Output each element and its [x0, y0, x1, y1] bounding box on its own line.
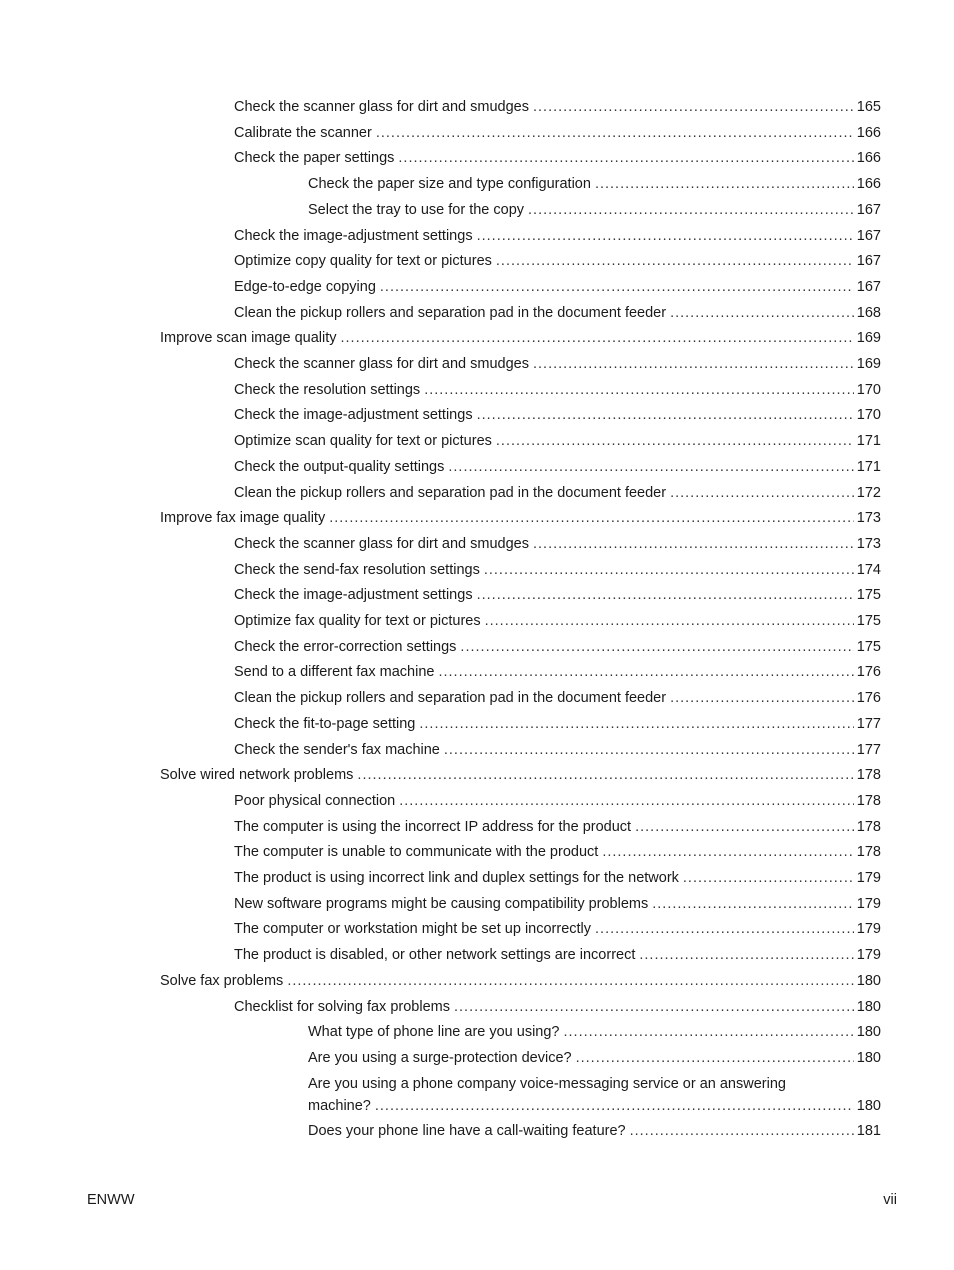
toc-entry-title: Check the scanner glass for dirt and smudges	[234, 99, 529, 115]
toc-dot-leader	[496, 250, 854, 272]
toc-entry[interactable]	[234, 867, 881, 889]
toc-dot-leader	[652, 893, 854, 915]
toc-dot-leader	[630, 1120, 854, 1142]
toc-entry-title: Check the resolution settings	[234, 381, 421, 398]
toc-entry-title: Poor physical connection	[234, 792, 396, 809]
toc-dot-leader	[533, 353, 854, 375]
toc-dot-leader	[670, 687, 854, 709]
toc-entry-page: 178	[856, 818, 881, 835]
toc-entry-page: 175	[856, 587, 881, 604]
toc-dot-leader	[564, 1021, 854, 1043]
toc-dot-leader	[454, 996, 854, 1018]
toc-dot-leader	[683, 867, 854, 889]
toc-entry[interactable]	[234, 559, 881, 581]
toc-entry-title: What type of phone line are you using?	[308, 1024, 560, 1041]
toc-entry-page: 166	[856, 124, 881, 141]
toc-dot-leader	[357, 764, 853, 786]
toc-dot-leader	[533, 533, 854, 555]
toc-entry[interactable]	[234, 996, 881, 1018]
toc-dot-leader	[602, 841, 853, 863]
toc-entry-title: Are you using a phone company voice-messaging service or an answering	[308, 1075, 786, 1092]
toc-entry[interactable]	[160, 764, 881, 786]
toc-entry-page: 177	[856, 741, 881, 758]
toc-entry-title: Check the scanner glass for dirt and smudges	[234, 535, 529, 552]
toc-entry-title: Send to a different fax machine	[234, 664, 435, 681]
toc-dot-leader	[438, 661, 853, 683]
toc-entry[interactable]	[308, 1021, 881, 1043]
toc-entry-title: Check the paper settings	[234, 150, 395, 167]
toc-entry[interactable]	[234, 96, 881, 118]
toc-entry[interactable]	[308, 173, 881, 195]
toc-dot-leader	[477, 404, 854, 426]
toc-entry[interactable]	[308, 199, 881, 221]
toc-entry-page: 167	[856, 201, 881, 218]
toc-entry-title: The computer is using the incorrect IP address for the product	[234, 818, 632, 835]
toc-entry-page: 167	[856, 253, 881, 270]
toc-entry-title: Checklist for solving fax problems	[234, 998, 450, 1015]
toc-entry-page: 179	[856, 895, 881, 912]
toc-dot-leader	[670, 302, 854, 324]
toc-entry-page: 166	[856, 150, 881, 167]
toc-entry-page: 178	[856, 844, 881, 861]
toc-entry-title: Check the error-correction settings	[234, 638, 457, 655]
toc-entry-title: Check the output-quality settings	[234, 458, 445, 475]
toc-entry-page: 171	[856, 458, 881, 475]
toc-dot-leader	[670, 482, 854, 504]
footer-page-number: vii	[883, 1192, 897, 1208]
toc-entry-page: 178	[856, 792, 881, 809]
toc-entry[interactable]	[234, 739, 881, 761]
toc-entry-title: Select the tray to use for the copy	[308, 201, 525, 218]
toc-dot-leader	[399, 790, 854, 812]
toc-entry-title: New software programs might be causing compatibility problems	[234, 895, 649, 912]
toc-dot-leader	[533, 96, 854, 118]
toc-entry[interactable]	[234, 687, 881, 709]
toc-dot-leader	[528, 199, 854, 221]
toc-entry-title: Check the sender's fax machine	[234, 741, 440, 758]
toc-entry[interactable]	[234, 250, 881, 272]
toc-dot-leader	[576, 1047, 854, 1069]
toc-entry-page: 168	[856, 304, 881, 321]
toc-entry-title-continued: machine?	[308, 1097, 371, 1114]
footer-left: ENWW	[87, 1192, 135, 1208]
toc-entry[interactable]	[234, 225, 881, 247]
toc-entry[interactable]	[234, 147, 881, 169]
toc-entry[interactable]	[308, 1120, 881, 1142]
toc-entry-page: 170	[856, 407, 881, 424]
toc-entry[interactable]	[234, 841, 881, 863]
toc-dot-leader	[287, 970, 853, 992]
toc-entry[interactable]	[234, 482, 881, 504]
toc-entry-title: Improve scan image quality	[160, 330, 337, 347]
toc-entry[interactable]	[234, 276, 881, 298]
toc-entry-title: Clean the pickup rollers and separation pad in the document feeder	[234, 690, 667, 707]
toc-entry[interactable]	[160, 327, 881, 349]
toc-dot-leader	[376, 122, 854, 144]
toc-entry-title: The computer or workstation might be set up incorrectly	[234, 921, 592, 938]
toc-entry-title: Check the scanner glass for dirt and smudges	[234, 356, 529, 372]
toc-entry[interactable]	[234, 456, 881, 478]
toc-entry[interactable]	[308, 1047, 881, 1069]
toc-entry-title: Optimize fax quality for text or pictures	[234, 613, 481, 629]
toc-entry-title: Improve fax image quality	[160, 510, 326, 527]
toc-entry-title: Check the paper size and type configuration	[308, 176, 591, 193]
toc-dot-leader	[341, 327, 854, 349]
toc-entry-title: Clean the pickup rollers and separation pad in the document feeder	[234, 304, 667, 321]
toc-entry-page: 174	[856, 561, 881, 578]
toc-entry-page: 181	[856, 1123, 881, 1140]
toc-dot-leader	[419, 713, 853, 735]
toc-entry[interactable]	[234, 353, 881, 375]
toc-dot-leader	[380, 276, 854, 298]
toc-dot-leader	[496, 430, 854, 452]
toc-entry-page: 176	[856, 690, 881, 707]
toc-entry-page: 180	[856, 1024, 881, 1041]
toc-entry[interactable]	[308, 1073, 881, 1117]
toc-entry-title: Calibrate the scanner	[234, 124, 372, 141]
toc-entry-title: Solve wired network problems	[160, 767, 354, 784]
toc-entry[interactable]	[234, 610, 881, 632]
toc-entry[interactable]	[234, 584, 881, 606]
toc-entry-title: Check the fit-to-page setting	[234, 715, 416, 732]
toc-entry-title: Clean the pickup rollers and separation pad in the document feeder	[234, 484, 667, 501]
toc-entry-page: 169	[856, 356, 881, 372]
toc-dot-leader	[639, 944, 853, 966]
toc-dot-leader	[329, 507, 854, 529]
toc-entry-page: 175	[856, 638, 881, 655]
toc-entry[interactable]	[160, 507, 881, 529]
toc-dot-leader	[484, 559, 854, 581]
toc-entry[interactable]	[234, 918, 881, 940]
toc-entry-page: 176	[856, 664, 881, 681]
toc-entry-page: 180	[856, 1049, 881, 1066]
toc-dot-leader	[635, 816, 854, 838]
toc-entry-page: 179	[856, 947, 881, 964]
toc-entry[interactable]	[234, 430, 881, 452]
toc-entry-page: 179	[856, 870, 881, 886]
toc-entry[interactable]	[234, 636, 881, 658]
toc-entry[interactable]	[234, 122, 881, 144]
toc-entry-page: 179	[856, 921, 881, 938]
toc-entry-page: 172	[856, 484, 881, 501]
toc-entry[interactable]	[234, 713, 881, 735]
toc-entry-page: 180	[856, 972, 881, 989]
toc-entry-title: Optimize scan quality for text or pictures	[234, 433, 492, 450]
toc-entry[interactable]	[234, 893, 881, 915]
toc-dot-leader	[448, 456, 853, 478]
toc-entry-page: 166	[856, 176, 881, 193]
toc-entry-title: The product is disabled, or other network settings are incorrect	[234, 947, 636, 964]
toc-entry-page: 170	[856, 381, 881, 398]
toc-entry-title: Are you using a surge-protection device?	[308, 1049, 572, 1066]
toc-entry-title: The computer is unable to communicate with the product	[234, 844, 599, 861]
toc-entry-page: 173	[856, 535, 881, 552]
toc-dot-leader	[375, 1095, 854, 1117]
toc-dot-leader	[398, 147, 853, 169]
toc-entry-title: Check the image-adjustment settings	[234, 587, 473, 604]
toc-dot-leader	[595, 173, 854, 195]
toc-entry-title: Check the send-fax resolution settings	[234, 561, 480, 578]
toc-entry-title: Optimize copy quality for text or pictures	[234, 253, 492, 270]
toc-dot-leader	[460, 636, 853, 658]
toc-entry-page: 171	[856, 433, 881, 450]
toc-entry-page: 167	[856, 227, 881, 244]
toc-entry-page: 178	[856, 767, 881, 784]
toc-entry-title: Solve fax problems	[160, 972, 284, 989]
toc-dot-leader	[424, 379, 854, 401]
toc-entry-title: Check the image-adjustment settings	[234, 227, 473, 244]
toc-entry[interactable]	[160, 970, 881, 992]
toc-entry-page: 175	[856, 613, 881, 629]
toc-entry[interactable]	[234, 790, 881, 812]
toc-entry-page: 167	[856, 278, 881, 295]
toc-entry[interactable]	[234, 944, 881, 966]
toc-entry-page: 177	[856, 715, 881, 732]
toc-entry-title: The product is using incorrect link and duplex settings for the network	[234, 870, 679, 886]
toc-entry-page: 169	[856, 330, 881, 347]
toc-dot-leader	[595, 918, 854, 940]
toc-entry-page: 180	[856, 998, 881, 1015]
toc-entry-page: 173	[856, 510, 881, 527]
toc-entry-page: 180	[856, 1097, 881, 1114]
toc-entry-title: Edge-to-edge copying	[234, 278, 376, 295]
toc-entry[interactable]	[234, 661, 881, 683]
toc-entry-title: Does your phone line have a call-waiting feature?	[308, 1123, 626, 1140]
toc-dot-leader	[477, 225, 854, 247]
toc-entry[interactable]	[234, 816, 881, 838]
toc-entry[interactable]	[234, 379, 881, 401]
toc-entry[interactable]	[234, 302, 881, 324]
toc-dot-leader	[485, 610, 854, 632]
toc-entry[interactable]	[234, 404, 881, 426]
toc-entry-title: Check the image-adjustment settings	[234, 407, 473, 424]
toc-entry-page: 165	[856, 99, 881, 115]
toc-entry[interactable]	[234, 533, 881, 555]
toc-dot-leader	[477, 584, 854, 606]
toc-dot-leader	[444, 739, 854, 761]
